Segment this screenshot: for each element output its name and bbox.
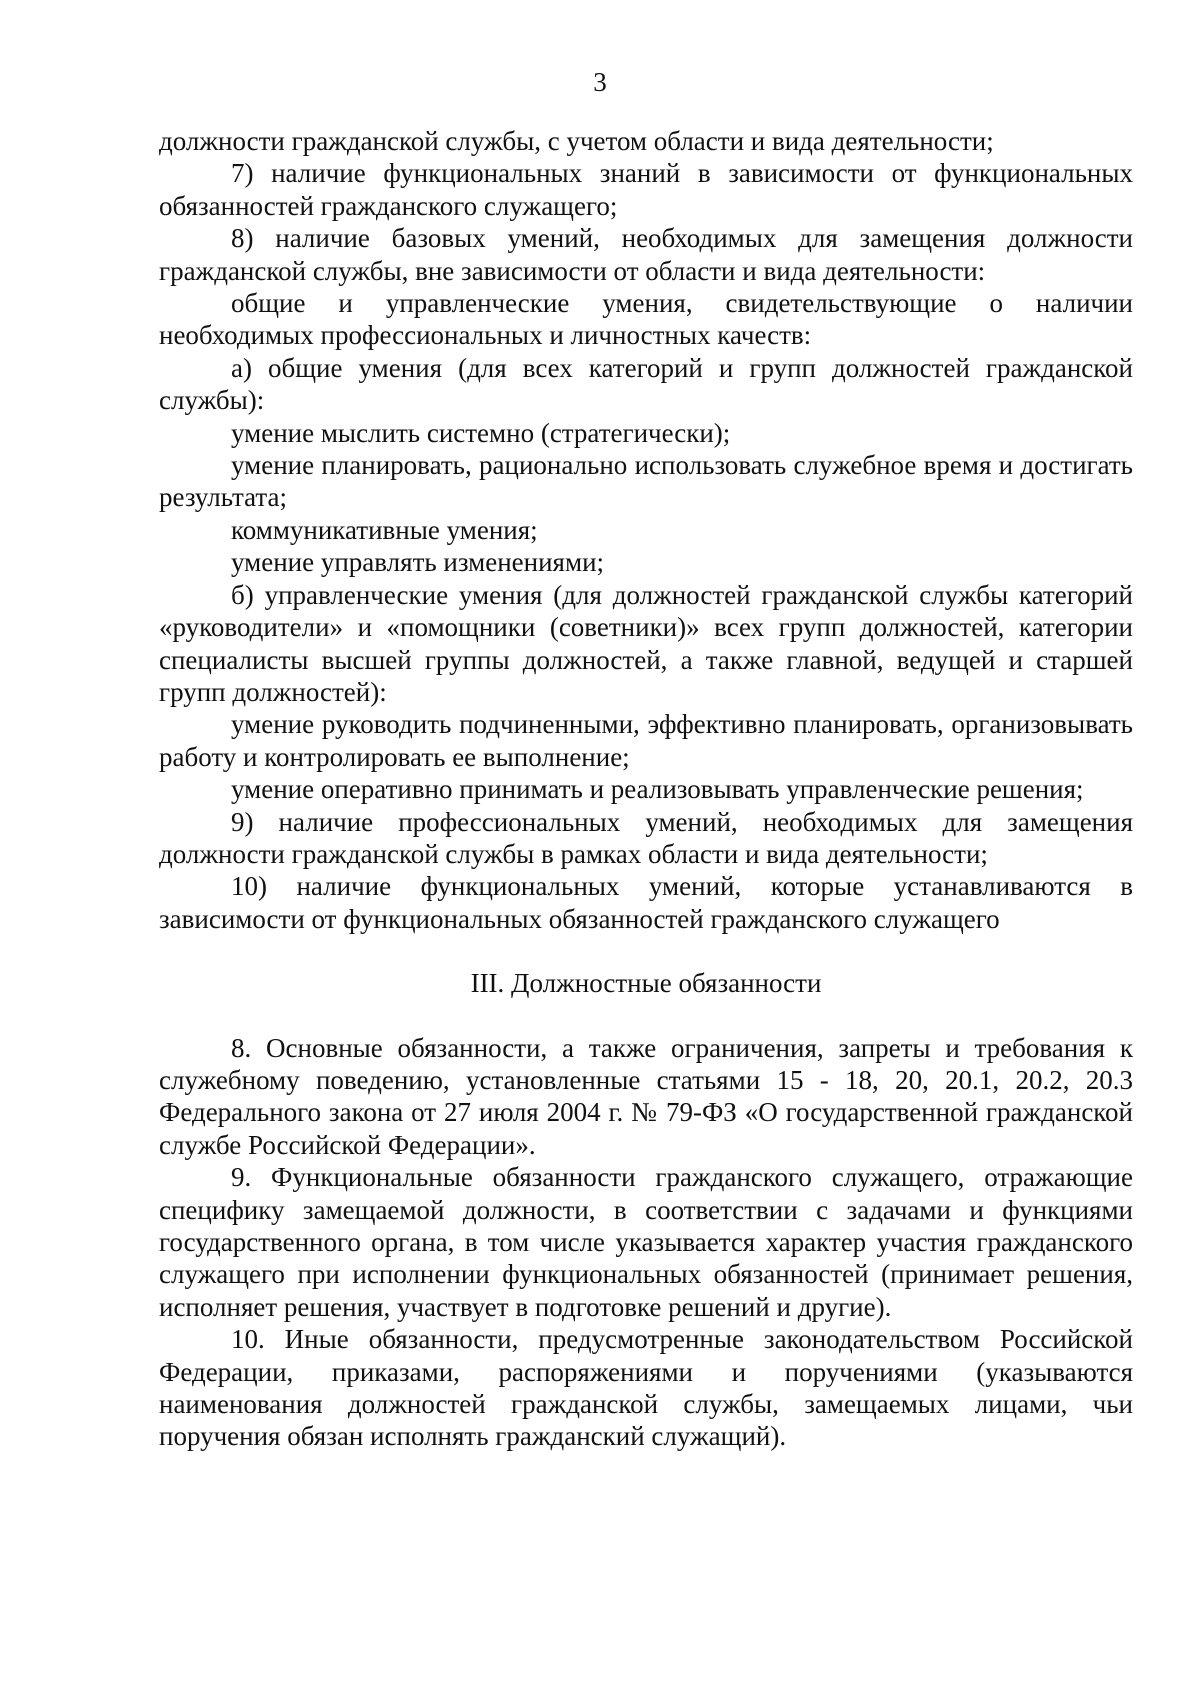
paragraph: умение оперативно принимать и реализовывать управленческие решения; bbox=[231, 774, 1084, 805]
paragraph: умение руководить подчиненными, эффективно планировать, организовывать работу и контролировать ее выполнение; bbox=[159, 709, 1133, 772]
section-heading: III. Должностные обязанности bbox=[470, 968, 822, 999]
paragraph: умение мыслить системно (стратегически); bbox=[231, 417, 731, 448]
document-body bbox=[159, 125, 1133, 1453]
paragraph: 10. Иные обязанности, предусмотренные законодательством Российской Федерации, приказами, распоряжениями и поручениями (указываются наименования должностей гражданской службы, замещаемых лицами, чьи поручения обязан исполнять гражданский служащий). bbox=[159, 1324, 1133, 1452]
paragraph: б) управленческие умения (для должностей гражданской службы категорий «руководители» и «помощники (советники)» всех групп должностей, категории специалисты высшей группы должностей, а также главной, ведущей и старшей групп должностей): bbox=[159, 579, 1133, 707]
paragraph: 10) наличие функциональных умений, которые устанавливаются в зависимости от функциональных обязанностей гражданского служащего bbox=[159, 871, 1133, 934]
paragraphs-after-section bbox=[159, 1032, 1133, 1453]
paragraph: 9. Функциональные обязанности гражданского служащего, отражающие специфику замещаемой должности, в соответствии с задачами и функциями государственного органа, в том числе указывается характер участия гражданского служащего при исполнении функциональных обязанностей (принимает решения, исполняет решения, участвует в подготовке решений и другие). bbox=[159, 1162, 1133, 1322]
page-number: 3 bbox=[593, 67, 607, 97]
paragraph: 7) наличие функциональных знаний в зависимости от функциональных обязанностей гражданского служащего; bbox=[159, 158, 1133, 221]
paragraph: а) общие умения (для всех категорий и групп должностей гражданской службы): bbox=[159, 352, 1133, 416]
paragraph: 8. Основные обязанности, а также ограничения, запреты и требования к служебному поведению, установленные статьями 15 - 18, 20, 20.1, 20.2, 20.3 Федерального закона от 27 июля 2004 г. № 79-ФЗ «О государственной гражданской службе Российской Федерации». bbox=[159, 1032, 1133, 1160]
paragraph: 8) наличие базовых умений, необходимых для замещения должности гражданской службы, вне зависимости от области и вида деятельности: bbox=[159, 223, 1133, 286]
paragraph: коммуникативные умения; bbox=[231, 514, 538, 545]
paragraph: должности гражданской службы, с учетом области и вида деятельности; bbox=[159, 126, 994, 156]
paragraph: общие и управленческие умения, свидетельствующие о наличии необходимых профессиональных и личностных качеств: bbox=[159, 288, 1133, 351]
paragraph: 9) наличие профессиональных умений, необходимых для замещения должности гражданской службы в рамках области и вида деятельности; bbox=[159, 806, 1133, 869]
paragraph: умение управлять изменениями; bbox=[231, 547, 605, 578]
paragraphs-before-section bbox=[159, 125, 1133, 935]
paragraph: умение планировать, рационально использовать служебное время и достигать результата; bbox=[159, 450, 1133, 513]
